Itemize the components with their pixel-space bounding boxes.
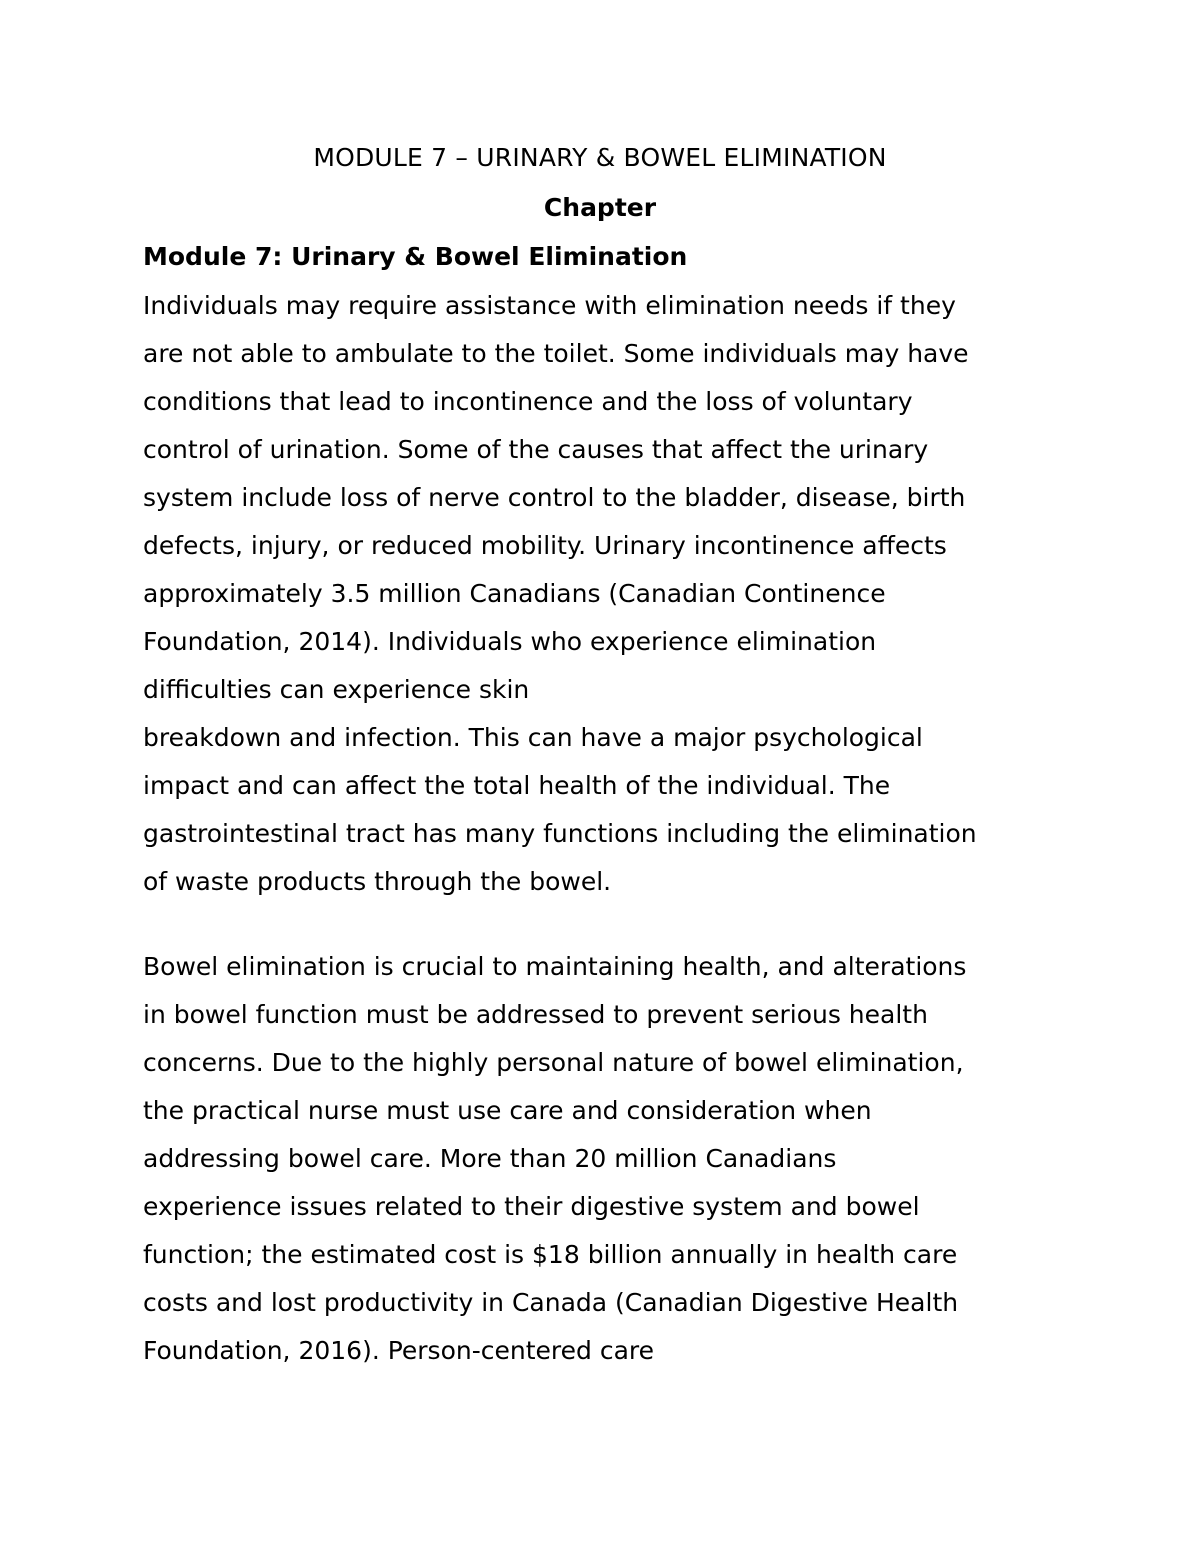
chapter-label: Chapter [543, 193, 657, 222]
paragraph-line: addressing bowel care. More than 20 million Canadians [143, 1144, 837, 1173]
paragraph-line: defects, injury, or reduced mobility. Urinary incontinence affects [143, 531, 947, 560]
paragraph-line: costs and lost productivity in Canada (Canadian Digestive Health [143, 1288, 959, 1317]
paragraph-line: breakdown and infection. This can have a major psychological [143, 723, 923, 752]
document-title: MODULE 7 – URINARY & BOWEL ELIMINATION [313, 143, 887, 172]
paragraph-line: experience issues related to their digestive system and bowel [143, 1192, 920, 1221]
module-heading: Module 7: Urinary & Bowel Elimination [143, 242, 688, 271]
paragraph-line: Foundation, 2016). Person-centered care [143, 1336, 654, 1365]
paragraph-line: approximately 3.5 million Canadians (Canadian Continence [143, 579, 886, 608]
paragraph-line: are not able to ambulate to the toilet. Some individuals may have [143, 339, 969, 368]
paragraph-line: system include loss of nerve control to the bladder, disease, birth [143, 483, 966, 512]
paragraph-line: Bowel elimination is crucial to maintaining health, and alterations [143, 952, 967, 981]
paragraph-line: gastrointestinal tract has many functions including the elimination [143, 819, 977, 848]
paragraph-line: of waste products through the bowel. [143, 867, 612, 896]
paragraph-line: the practical nurse must use care and consideration when [143, 1096, 872, 1125]
paragraph-line: impact and can affect the total health of the individual. The [143, 771, 891, 800]
paragraph-line: control of urination. Some of the causes that affect the urinary [143, 435, 929, 464]
paragraph-line: concerns. Due to the highly personal nature of bowel elimination, [143, 1048, 964, 1077]
paragraph-line: function; the estimated cost is $18 billion annually in health care [143, 1240, 958, 1269]
paragraph-urinary [143, 282, 1103, 906]
paragraph-line: Foundation, 2014). Individuals who experience elimination [143, 627, 877, 656]
paragraph-line: Individuals may require assistance with elimination needs if they [143, 291, 956, 320]
paragraph-line: conditions that lead to incontinence and the loss of voluntary [143, 387, 913, 416]
paragraph-line: difficulties can experience skin [143, 675, 530, 704]
paragraph-bowel [143, 943, 1103, 1375]
paragraph-line: in bowel function must be addressed to prevent serious health [143, 1000, 928, 1029]
